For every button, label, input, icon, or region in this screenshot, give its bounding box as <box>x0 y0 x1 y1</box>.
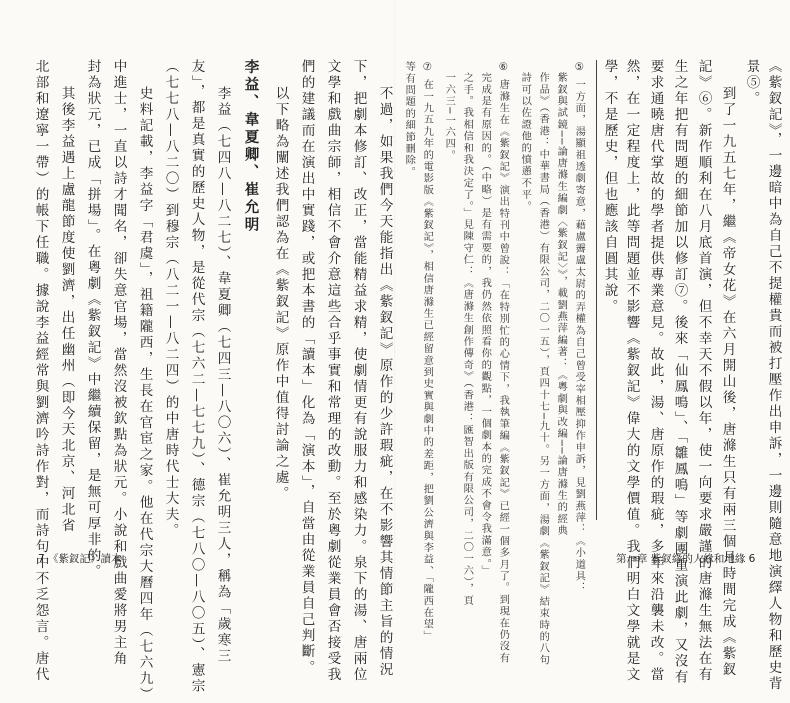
left-paragraph-line: 北部和遼寧一帶）的帳下任職。據說李益經常與劉濟吟詩作對，而詩句中不乏怨言。唐代 <box>32 59 49 683</box>
footnote-line: 一六三─一六四。 <box>443 72 456 162</box>
footnote-line: 之手。我相信和我決定了。」見陳守仁：《唐滌生創作傳奇》（香港：匯智出版有限公司，二〇一六），頁 <box>461 72 474 607</box>
left-paragraph-line: 以下略為闡述我們認為在《紫釵記》原作中值得討論之處。 <box>272 86 289 502</box>
footnote-line: ⑥ 唐滌生在《紫釵記》演出特刊中曾說：「在特別忙的心情下，我執筆編《紫釵記》已經一個多月了。到現在仍沒有 <box>497 61 510 665</box>
footnote-line: 詩可以佐證他的憤懣不平。 <box>519 72 532 213</box>
left-paragraph-line: 封為狀元，已成「拼場」。在粵劇《紫釵記》中繼續保留，是無可厚非的。 <box>84 59 101 581</box>
right-paragraph-line: 然，在一定程度上，此等問題並不影響《紫釵記》偉大的文學價值。我們明白文學就是文 <box>623 59 640 683</box>
right-paragraph-line: 《紫釵記》，一邊暗中為自己不提權貴而被打壓作出申訴，一邊則隨意地演繹人物和歷史背 <box>765 59 782 693</box>
left-paragraph-line: 李益（七四八—八二七）、韋夏卿（七四三—八〇六）、崔允明三人，稱為「歲寒三 <box>214 86 231 665</box>
left-page-footer: 7 《紫釵記》讀本 <box>38 553 122 565</box>
footnote-line: 等有問題的細節刪除。 <box>403 61 416 178</box>
footnote-line: 完成是有原因的。（中略）是有需要的，我仍然依照看你的觀點，一個劇本的完成不會令我滿意。」 <box>479 72 492 577</box>
right-paragraph-line: 記》⑥。新作順利在八月底首演，但不幸天不假以年，使一向要求嚴謹的唐滌生無法在有 <box>695 59 712 683</box>
footnote-line: ⑤ 一方面，湯顯祖透劇寄意，藉盧霽盧太尉的弄權為自己曾受宰相壓抑作申訴，見劉燕萍：《小道具： <box>573 61 586 594</box>
right-paragraph-line: 要求通曉唐代掌故的學者提供專業意見。故此，湯、唐原作的瑕疵，多年來沿襲未改。當 <box>647 59 664 683</box>
left-paragraph-line: 們的建議而在演出中實踐，或把本書的「讀本」化為「演本」，自當由從業員自己判斷。 <box>298 59 315 677</box>
footnote-line: 作品》（香港：中華書局（香港）有限公司，二〇一五），頁四十七─九十。另一方面，湯劇《紫釵記》結束時的八句 <box>537 72 550 666</box>
left-paragraph-line: （七七八—八二〇）到穆宗（八二一—八二四）的中唐時代士大夫。 <box>162 59 179 539</box>
left-paragraph-line: 其後李益遇上盧龍節度使劉濟，出任幽州（即今天北京、河北省 <box>58 86 75 534</box>
footnote-line: 紫釵與試鏡──論唐滌生編劇〈紫釵記〉》，載劉燕萍編著：《粵劇與改編──論唐滌生的經典 <box>555 72 568 537</box>
section-heading: 李益、韋夏卿、崔允明 <box>242 59 259 234</box>
left-paragraph-line: 文學和戲曲宗師，相信不會介意這些合乎事實和常理的改動。至於粵劇從業員會否接受我 <box>324 59 341 683</box>
right-page-footer: 第一章 紫釵緣的人緣和地緣 6 <box>616 553 756 565</box>
left-paragraph-line: 史料記載，李益字「君虞」，祖籍隴西，生長在官宦之家。他在代宗大曆四年（七六九） <box>136 86 153 703</box>
left-paragraph-line: 不過，如果我們今天能指出《紫釵記》原作的少許瑕疵，在不影響其情節主旨的情況 <box>376 86 393 678</box>
left-paragraph-line: 下，把劇本修訂、改正，當能精益求精，使劇情更有說服力和感染力。泉下的湯、唐兩位 <box>350 59 367 683</box>
left-paragraph-line: 中進士，一直以詩才聞名，卻失意官場，當然沒被欽點為狀元。小說和戲曲愛將男主角 <box>110 59 127 667</box>
footnote-divider <box>596 60 597 520</box>
left-paragraph-line: 友」，都是真實的歷史人物，是從代宗（七六二—七七九）、德宗（七八〇—八〇五）、憲宗 <box>188 59 205 695</box>
right-paragraph-line: 景⑤。 <box>743 59 760 107</box>
right-paragraph-line: 生之年把有問題的細節加以修訂⑦。後來「仙鳳鳴」、「雛鳳鳴」等劇團重演此劇，又沒有 <box>671 59 688 686</box>
footnote-line: ⑦ 在一九五九年的電影版《紫釵記》，相信唐滌生已經留意到史實與劇中的差距，把劉公濟與李益、「隴西在望」 <box>421 61 434 643</box>
right-paragraph-line: 學，不是歷史，但也應該自圓其說。 <box>601 59 618 315</box>
right-paragraph-line: 到了一九五七年，繼《帝女花》在六月開山後，唐滌生只有兩三個月時間完成《紫釵 <box>719 86 736 678</box>
book-gutter <box>394 0 396 592</box>
